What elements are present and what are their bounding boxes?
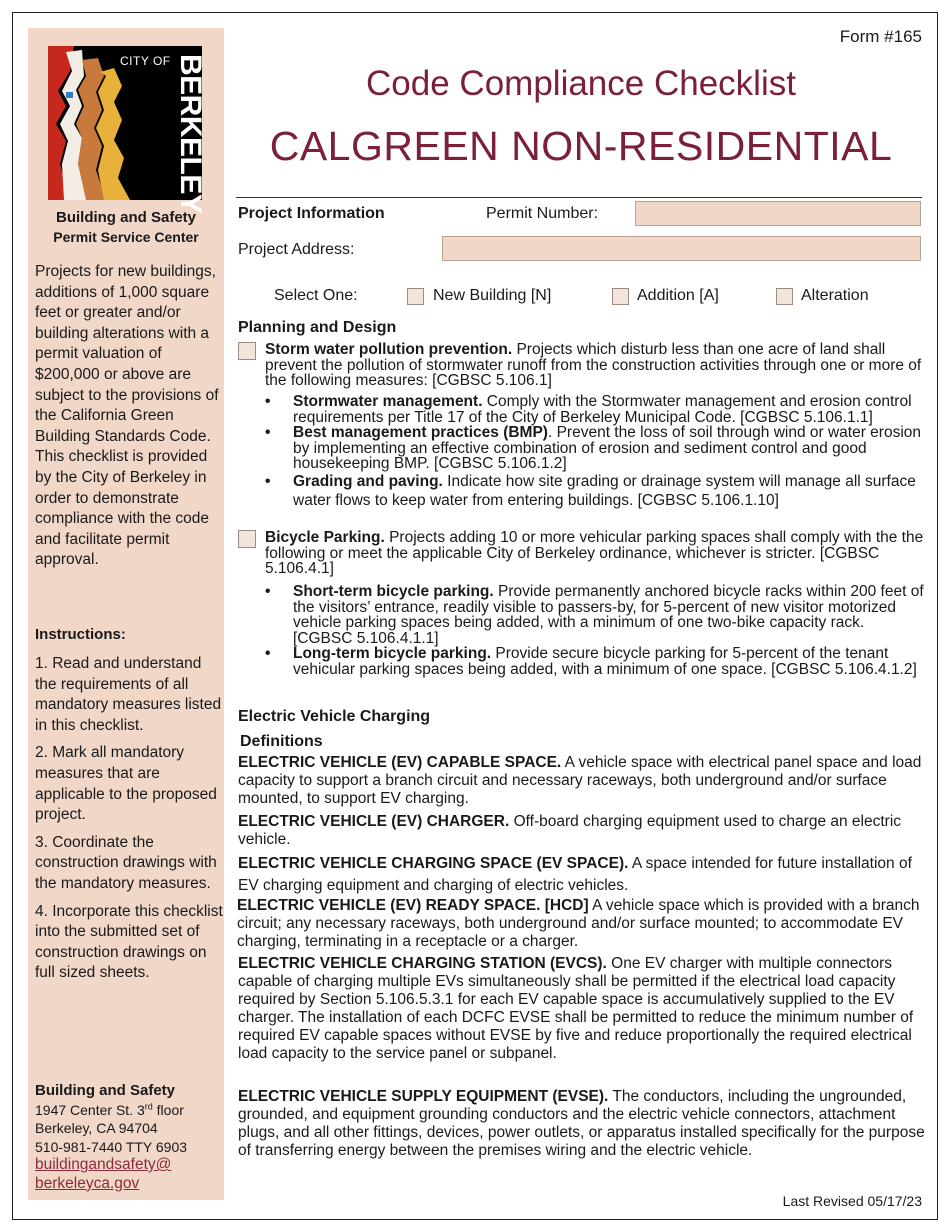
list-item: • Best management practices (BMP). Prevent the loss of soil through wind or water erosion by implementing an effective combination of erosion and sediment control and good housekeeping BMP. [CGBSC 5.106.1.2] — [265, 424, 922, 472]
header-divider — [236, 197, 922, 198]
ev-charging-heading: Electric Vehicle Charging — [238, 708, 431, 725]
project-info-heading: Project Information — [238, 205, 385, 222]
project-address-input[interactable] — [442, 236, 921, 261]
list-item: • Short-term bicycle parking. Provide permanently anchored bicycle racks within 200 feet of the visitors’ entrance, readily visible to passers-by, for 5-percent of new visitor motorized vehicle parking spaces being added, with a minimum of one two-bike capacity rack. [CGBSC 5.106.4.1.1] — [265, 583, 924, 647]
instruction-step: 4. Incorporate this checklist into the submitted set of construction drawings on full sized sheets. — [35, 902, 223, 982]
instruction-step: 2. Mark all mandatory measures that are applicable to the proposed project. — [35, 744, 217, 824]
page-title: Code Compliance Checklist — [366, 64, 796, 103]
permit-number-label: Permit Number: — [486, 205, 599, 222]
storm-water-bullets — [265, 394, 925, 510]
last-revised: Last Revised 05/17/23 — [782, 1193, 922, 1209]
select-one-label: Select One: — [274, 287, 358, 304]
instruction-step: 3. Coordinate the construction drawings with the mandatory measures. — [35, 833, 217, 892]
contact-street: 1947 Center St. 3rd floor — [35, 1100, 184, 1118]
planning-design-heading: Planning and Design — [238, 319, 397, 336]
definitions-heading: Definitions — [240, 733, 323, 750]
sidebar-intro: Projects for new buildings, additions of 1,000 square feet or greater and/or building alterations with a permit valuation of $200,000 or above are subject to the provisions of the California Green Building Standards Code. This checklist is provided by the City of Berkeley in order to demonstrate compliance with the code and facilitate permit approval. — [35, 263, 219, 569]
bicycle-parking-bullets — [265, 584, 925, 677]
list-item: • Long-term bicycle parking. Provide secure bicycle parking for 5-percent of the tenant vehicular parking spaces being added, with a minimum of one space. [CGBSC 5.106.4.1.2] — [265, 645, 917, 678]
sidebar — [28, 28, 224, 1200]
storm-water-checkbox[interactable] — [238, 342, 256, 360]
definition-ev-capable: ELECTRIC VEHICLE (EV) CAPABLE SPACE. A vehicle space with electrical panel space and load capacity to support a branch circuit and necessary raceways, both underground and/or surface mounted, to support EV charging. — [238, 754, 922, 807]
project-address-label: Project Address: — [238, 241, 355, 258]
city-logo — [48, 46, 207, 214]
logo-name-text: BERKELEY — [174, 54, 207, 214]
new-building-label: New Building [N] — [433, 287, 552, 304]
page-subtitle: CALGREEN NON-RESIDENTIAL — [269, 123, 893, 169]
contact-block — [35, 1082, 223, 1193]
permit-number-input[interactable] — [635, 201, 921, 226]
addition-label: Addition [A] — [637, 287, 719, 304]
instructions-list — [35, 654, 223, 991]
bicycle-parking-checkbox[interactable] — [238, 530, 256, 548]
dept-subtitle: Permit Service Center — [53, 229, 199, 245]
contact-heading: Building and Safety — [35, 1082, 176, 1099]
contact-email-link[interactable]: buildingandsafety@ berkeleyca.gov — [35, 1156, 172, 1192]
form-number: Form #165 — [839, 27, 922, 46]
bicycle-parking-item: Bicycle Parking. Projects adding 10 or more vehicular parking spaces shall comply with the the following or meet the applicable City of Berkeley ordinance, whichever is stricter. [CGBSC 5.106.4.1] — [265, 529, 924, 577]
list-item: • Grading and paving. Indicate how site grading or drainage system will manage all surface water flows to keep water from entering buildings. [CGBSC 5.106.1.10] — [265, 472, 916, 509]
dept-title: Building and Safety — [55, 209, 196, 226]
contact-city: Berkeley, CA 94704 — [35, 1120, 158, 1136]
alteration-checkbox[interactable] — [776, 288, 793, 305]
new-building-checkbox[interactable] — [407, 288, 424, 305]
logo-city-text: CITY OF — [120, 54, 171, 68]
definition-ev-ready: ELECTRIC VEHICLE (EV) READY SPACE. [HCD] A vehicle space which is provided with a branch circuit; any necessary raceways, both underground and/or surface mounted; to accommodate EV charging, terminating in a receptacle or a charger. — [237, 897, 920, 950]
list-item: • Stormwater management. Comply with the Stormwater management and erosion control requirements per Title 17 of the City of Berkeley Municipal Code. [CGBSC 5.106.1.1] — [265, 393, 912, 426]
definition-evse: ELECTRIC VEHICLE SUPPLY EQUIPMENT (EVSE). The conductors, including the ungrounded, grounded, and equipment grounding conductors and the electric vehicle connectors, attachment plugs, and all other fittings, devices, power outlets, or apparatus installed specifically for the purpose of transferring energy between the premises wiring and the electric vehicle. — [238, 1088, 925, 1159]
instructions-heading: Instructions: — [35, 626, 126, 643]
storm-water-item: Storm water pollution prevention. Projects which disturb less than one acre of land shall prevent the pollution of stormwater runoff from the construction activities through one or more of the following measures: [CGBSC 5.106.1] — [265, 341, 922, 389]
instruction-step: 1. Read and understand the requirements of all mandatory measures listed in this checklist. — [35, 655, 222, 734]
definition-ev-space: ELECTRIC VEHICLE CHARGING SPACE (EV SPACE). A space intended for future installation of EV charging equipment and charging of electric vehicles. — [238, 855, 912, 894]
alteration-label: Alteration — [801, 287, 869, 304]
contact-phone: 510-981-7440 TTY 6903 — [35, 1138, 188, 1155]
definition-evcs: ELECTRIC VEHICLE CHARGING STATION (EVCS). One EV charger with multiple connectors capable of charging multiple EVs simultaneously shall be permitted if the electrical load capacity required by Section 5.106.5.3.1 for each EV capable space is accumulatively supplied to the EV charger. The installation of each DCFC EVSE shall be permitted to reduce the minimum number of required EV capable spaces without EVSE by five and reduce proportionally the required electrical load capacity to the service panel or subpanel. — [238, 955, 914, 1062]
addition-checkbox[interactable] — [612, 288, 629, 305]
definition-ev-charger: ELECTRIC VEHICLE (EV) CHARGER. Off-board charging equipment used to charge an electric vehicle. — [238, 813, 902, 848]
